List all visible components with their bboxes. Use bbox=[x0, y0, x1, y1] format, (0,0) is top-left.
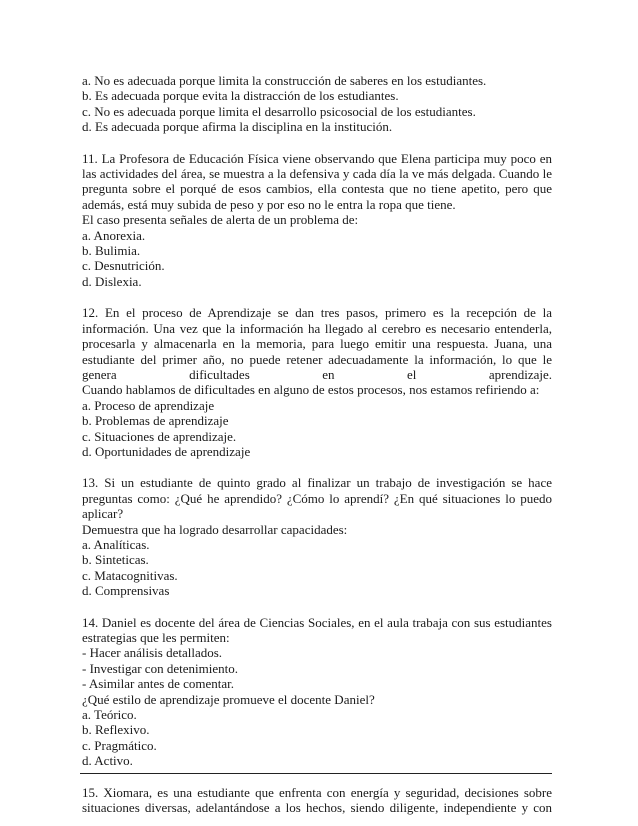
option-c: c. Desnutrición. bbox=[82, 258, 165, 274]
option-c: c. Matacognitivas. bbox=[82, 567, 178, 583]
question-14-prompt: ¿Qué estilo de aprendizaje promueve el docente Daniel? bbox=[82, 691, 375, 707]
option-b: b. Bulimia. bbox=[82, 243, 141, 259]
option-d: d. Es adecuada porque afirma la disciplina en la institución. bbox=[82, 119, 393, 135]
question-12-prompt: Cuando hablamos de dificultades en alguno de estos procesos, nos estamos refiriendo a: bbox=[82, 382, 540, 398]
question-13 bbox=[82, 475, 552, 598]
page-content bbox=[82, 73, 552, 815]
option-d: d. Oportunidades de aprendizaje bbox=[82, 443, 251, 459]
option-d: d. Activo. bbox=[82, 753, 133, 769]
question-14 bbox=[82, 615, 552, 769]
question-15 bbox=[82, 785, 552, 816]
option-b: b. Sinteticas. bbox=[82, 552, 149, 568]
footer-divider bbox=[80, 773, 552, 774]
option-a: a. Proceso de aprendizaje bbox=[82, 397, 215, 413]
question-11-stem: 11. La Profesora de Educación Física viene observando que Elena participa muy poco en las actividades del área, se muestra a la defensiva y cada día la ve más delgada. Cuando le pregunta sobre el porqué de esos cambios, ella contesta que no tiene apetito, pero que además, está muy subida de peso y por eso no le entra la ropa que tiene. bbox=[82, 150, 552, 212]
option-c: c. Situaciones de aprendizaje. bbox=[82, 428, 237, 444]
previous-question-options bbox=[82, 73, 552, 135]
option-a: a. No es adecuada porque limita la construcción de saberes en los estudiantes. bbox=[82, 73, 487, 88]
question-12-stem: 12. En el proceso de Aprendizaje se dan tres pasos, primero es la recepción de la información. Una vez que la información ha llegado al cerebro es necesario entenderla, procesarla y almacenarla en la memoria, para luego emitir una respuesta. Juana, una estudiante del primer año, no puede retener adecuadamente la información, lo que le genera dificultades en el aprendizaje. bbox=[82, 305, 552, 382]
option-a: a. Teórico. bbox=[82, 707, 137, 723]
question-14-stem: 14. Daniel es docente del área de Ciencias Sociales, en el aula trabaja con sus estudiantes estrategias que les permiten: bbox=[82, 614, 552, 645]
question-13-stem: 13. Si un estudiante de quinto grado al finalizar un trabajo de investigación se hace preguntas como: ¿Qué he aprendido? ¿Cómo lo aprendí? ¿En qué situaciones lo puedo aplicar? bbox=[82, 475, 552, 522]
question-13-prompt: Demuestra que ha logrado desarrollar capacidades: bbox=[82, 521, 348, 537]
option-a: a. Anorexia. bbox=[82, 227, 146, 243]
option-d: d. Dislexia. bbox=[82, 273, 142, 289]
question-11 bbox=[82, 151, 552, 290]
bullet-item: - Investigar con detenimiento. bbox=[82, 660, 238, 676]
option-d: d. Comprensivas bbox=[82, 583, 170, 599]
option-c: c. No es adecuada porque limita el desarrollo psicosocial de los estudiantes. bbox=[82, 103, 476, 119]
option-b: b. Problemas de aprendizaje bbox=[82, 413, 229, 429]
question-15-stem: 15. Xiomara, es una estudiante que enfrenta con energía y seguridad, decisiones sobre situaciones diversas, adelantándose a los hechos, siendo diligente, independiente y con bbox=[82, 784, 552, 816]
question-11-prompt: El caso presenta señales de alerta de un problema de: bbox=[82, 212, 359, 228]
option-a: a. Analíticas. bbox=[82, 536, 150, 552]
option-c: c. Pragmático. bbox=[82, 737, 157, 753]
question-12 bbox=[82, 305, 552, 459]
bullet-item: - Asimilar antes de comentar. bbox=[82, 676, 234, 692]
bullet-item: - Hacer análisis detallados. bbox=[82, 645, 223, 661]
option-b: b. Es adecuada porque evita la distracción de los estudiantes. bbox=[82, 88, 399, 104]
option-b: b. Reflexivo. bbox=[82, 722, 150, 738]
